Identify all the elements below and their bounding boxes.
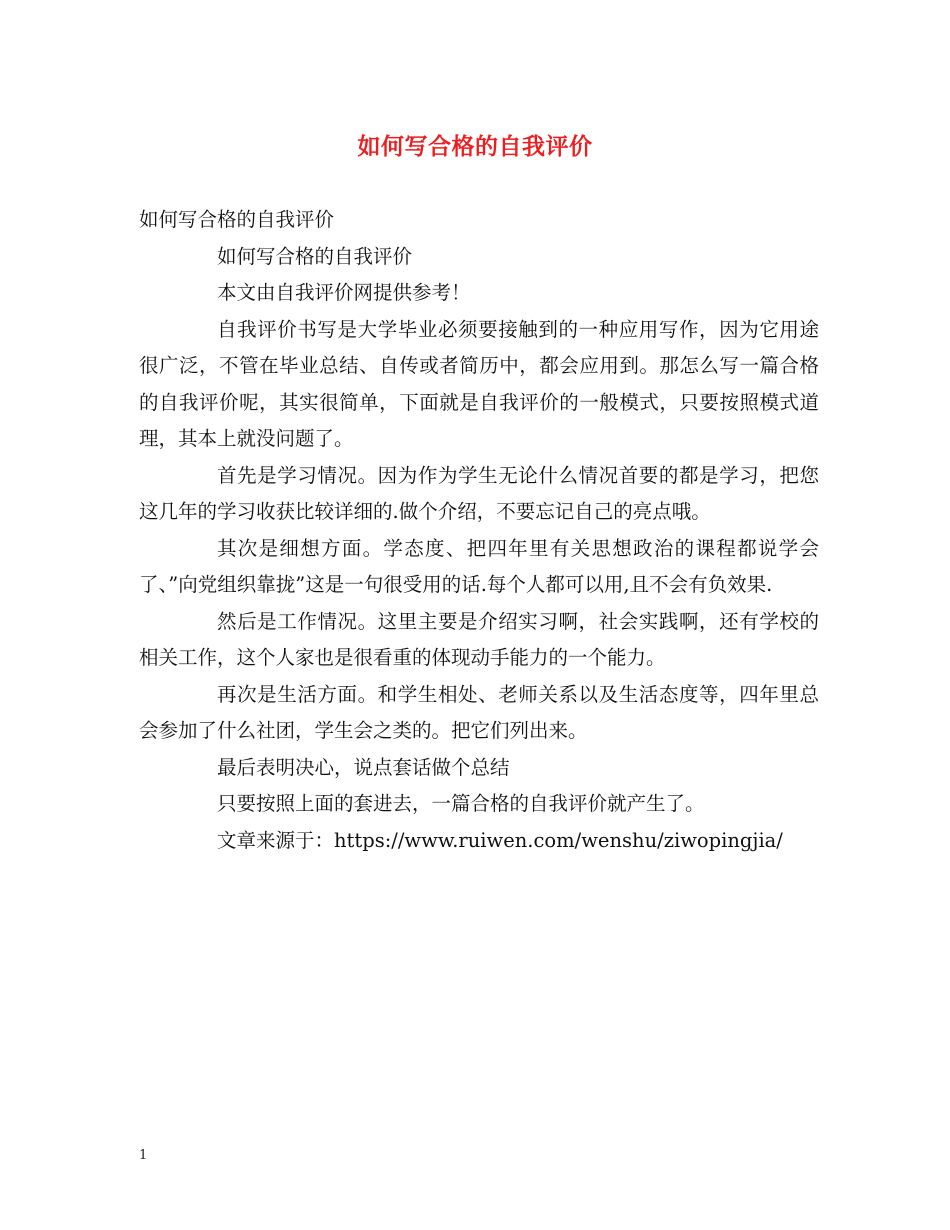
body-heading-line: 如何写合格的自我评价 — [139, 208, 335, 231]
paragraph-intro: 自我评价书写是大学毕业必须要接触到的一种应用写作，因为它用途很广泛，不管在毕业总结、自传或者简历中，都会应用到。那怎么写一篇合格的自我评价呢，其实很简单，下面就是自我评价的一般模式，只要按照模式道理，其本上就没问题了。 — [139, 317, 819, 450]
page-number: 1 — [139, 1148, 148, 1163]
paragraph-subtitle: 如何写合格的自我评价 — [217, 244, 413, 268]
paragraph-source-note: 本文由自我评价网提供参考！ — [217, 281, 471, 304]
paragraph-study: 首先是学习情况。因为作为学生无论什么情况首要的都是学习，把您这几年的学习收获比较详细的.做个介绍，不要忘记自己的亮点哦。 — [139, 463, 819, 523]
document-title: 如何写合格的自我评价 — [357, 133, 593, 160]
paragraph-work: 然后是工作情况。这里主要是介绍实习啊，社会实践啊，还有学校的相关工作，这个人家也是很看重的体现动手能力的一个能力。 — [139, 609, 819, 669]
paragraph-life: 再次是生活方面。和学生相处、老师关系以及生活态度等，四年里总会参加了什么社团，学生会之类的。把它们列出来。 — [139, 682, 819, 742]
paragraph-source-link[interactable]: 文章来源于：https://www.ruiwen.com/wenshu/ziwopingjia/ — [217, 828, 783, 852]
document-body — [139, 202, 819, 859]
paragraph-conclusion: 最后表明决心，说点套话做个总结 — [217, 755, 510, 779]
paragraph-summary: 只要按照上面的套进去，一篇合格的自我评价就产生了。 — [217, 792, 705, 815]
paragraph-thought: 其次是细想方面。学态度、把四年里有关思想政治的课程都说学会了、”向党组织靠拢”这是一句很受用的话.每个人都可以用,且不会有负效果. — [139, 536, 819, 596]
